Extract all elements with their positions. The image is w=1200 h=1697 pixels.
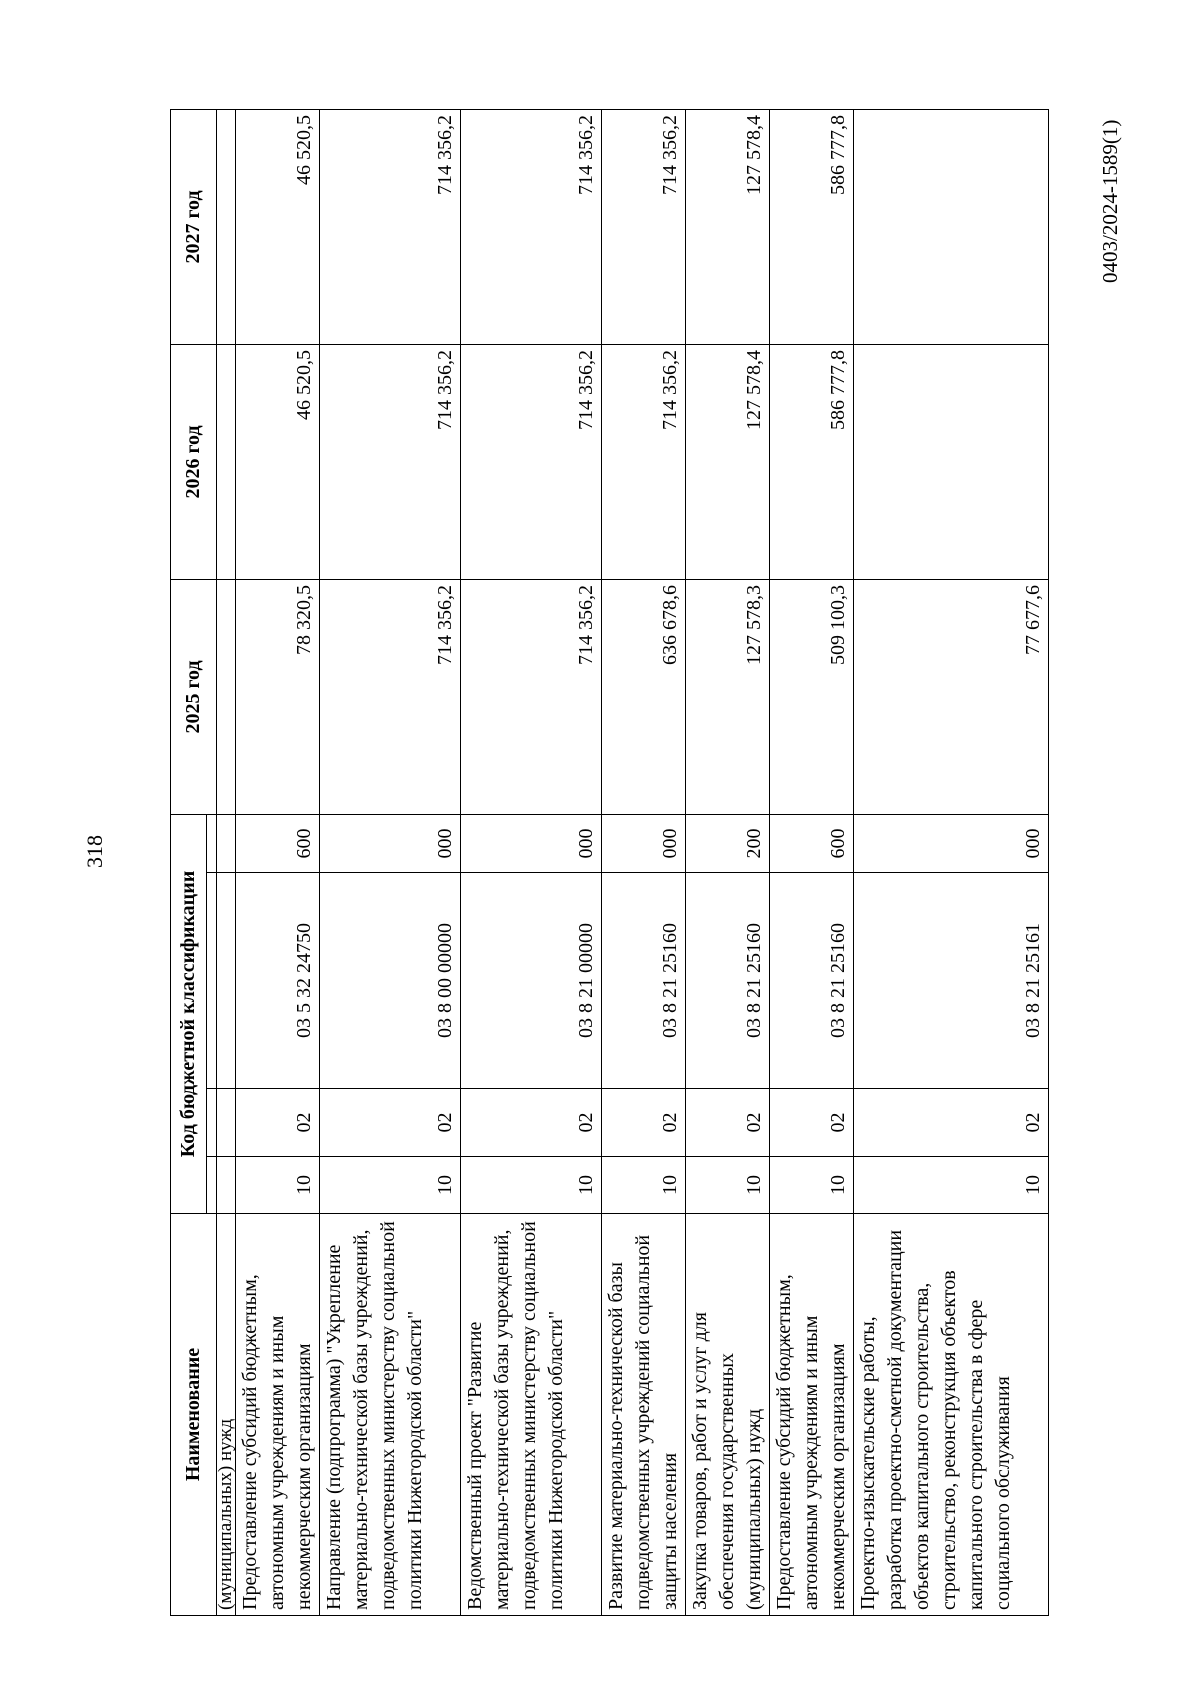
row-section: 10 bbox=[461, 1157, 602, 1214]
table-row bbox=[320, 109, 461, 1615]
header-2026: 2026 год bbox=[171, 344, 217, 579]
row-value-2027 bbox=[854, 109, 1049, 344]
header-code: Код бюджетной классификации bbox=[171, 814, 207, 1213]
row-name: Проектно-изыскательские работы, разработка проектно-сметной документации объектов капитального строительства, строительство, реконструкция объектов капитального строительства в сфере социального обслуживания bbox=[854, 1214, 1049, 1616]
header-code-sub-4 bbox=[207, 814, 217, 872]
row-value-2025: 714 356,2 bbox=[320, 579, 461, 814]
row-value-2025: 714 356,2 bbox=[461, 579, 602, 814]
document-code: 0403/2024-1589(1) bbox=[1098, 120, 1122, 284]
cell-empty bbox=[217, 344, 236, 579]
row-target-article: 03 8 00 00000 bbox=[320, 873, 461, 1089]
row-expense-type: 200 bbox=[686, 814, 770, 872]
page-number: 318 bbox=[82, 835, 107, 868]
header-code-sub-3 bbox=[207, 873, 217, 1089]
row-value-2027: 586 777,8 bbox=[770, 109, 854, 344]
row-value-2025: 636 678,6 bbox=[602, 579, 686, 814]
cell-empty bbox=[217, 814, 236, 872]
row-section: 10 bbox=[854, 1157, 1049, 1214]
header-code-sub-2 bbox=[207, 1089, 217, 1157]
row-subsection: 02 bbox=[770, 1089, 854, 1157]
table-row-continuation bbox=[217, 109, 236, 1615]
row-subsection: 02 bbox=[686, 1089, 770, 1157]
row-value-2027: 714 356,2 bbox=[461, 109, 602, 344]
row-value-2027: 714 356,2 bbox=[320, 109, 461, 344]
row-value-2026: 127 578,4 bbox=[686, 344, 770, 579]
row-section: 10 bbox=[770, 1157, 854, 1214]
row-value-2027: 714 356,2 bbox=[602, 109, 686, 344]
row-value-2026: 46 520,5 bbox=[236, 344, 320, 579]
cell-empty bbox=[217, 579, 236, 814]
row-target-article: 03 8 21 00000 bbox=[461, 873, 602, 1089]
row-section: 10 bbox=[320, 1157, 461, 1214]
row-name: Ведомственный проект "Развитие материально-технической базы учреждений, подведомственных министерству социальной политики Нижегородской области" bbox=[461, 1214, 602, 1616]
header-name: Наименование bbox=[171, 1214, 217, 1616]
row-target-article: 03 8 21 25160 bbox=[602, 873, 686, 1089]
budget-table bbox=[170, 109, 1049, 1616]
cell-empty bbox=[217, 1089, 236, 1157]
row-subsection: 02 bbox=[602, 1089, 686, 1157]
row-expense-type: 600 bbox=[770, 814, 854, 872]
row-name: Предоставление субсидий бюджетным, автономным учреждениям и иным некоммерческим организациям bbox=[236, 1214, 320, 1616]
row-target-article: 03 8 21 25161 bbox=[854, 873, 1049, 1089]
row-target-article: 03 5 32 24750 bbox=[236, 873, 320, 1089]
row-subsection: 02 bbox=[236, 1089, 320, 1157]
row-value-2025: 78 320,5 bbox=[236, 579, 320, 814]
row-section: 10 bbox=[602, 1157, 686, 1214]
row-expense-type: 000 bbox=[461, 814, 602, 872]
table-row bbox=[686, 109, 770, 1615]
row-value-2027: 46 520,5 bbox=[236, 109, 320, 344]
row-value-2026: 586 777,8 bbox=[770, 344, 854, 579]
budget-table-container bbox=[170, 110, 1049, 1616]
row-value-2027: 127 578,4 bbox=[686, 109, 770, 344]
row-name: Закупка товаров, работ и услуг для обеспечения государственных (муниципальных) нужд bbox=[686, 1214, 770, 1616]
row-value-2025: 127 578,3 bbox=[686, 579, 770, 814]
row-name: Направление (подпрограмма) "Укрепление материально-технической базы учреждений, подведомственных министерству социальной политики Нижегородской области" bbox=[320, 1214, 461, 1616]
row-value-2026: 714 356,2 bbox=[461, 344, 602, 579]
row-subsection: 02 bbox=[461, 1089, 602, 1157]
row-value-2026: 714 356,2 bbox=[320, 344, 461, 579]
row-expense-type: 000 bbox=[320, 814, 461, 872]
header-2025: 2025 год bbox=[171, 579, 217, 814]
row-target-article: 03 8 21 25160 bbox=[770, 873, 854, 1089]
table-row bbox=[236, 109, 320, 1615]
continuation-text: (муниципальных) нужд bbox=[217, 1214, 236, 1616]
row-target-article: 03 8 21 25160 bbox=[686, 873, 770, 1089]
row-value-2026 bbox=[854, 344, 1049, 579]
row-name: Развитие материально-технической базы подведомственных учреждений социальной защиты населения bbox=[602, 1214, 686, 1616]
header-code-sub-1 bbox=[207, 1157, 217, 1214]
header-2027: 2027 год bbox=[171, 109, 217, 344]
row-section: 10 bbox=[686, 1157, 770, 1214]
cell-empty bbox=[217, 1157, 236, 1214]
table-header-row bbox=[171, 109, 207, 1615]
cell-empty bbox=[217, 873, 236, 1089]
table-row bbox=[602, 109, 686, 1615]
row-value-2025: 509 100,3 bbox=[770, 579, 854, 814]
row-expense-type: 000 bbox=[854, 814, 1049, 872]
cell-empty bbox=[217, 109, 236, 344]
table-row bbox=[854, 109, 1049, 1615]
row-value-2025: 77 677,6 bbox=[854, 579, 1049, 814]
row-subsection: 02 bbox=[854, 1089, 1049, 1157]
row-expense-type: 600 bbox=[236, 814, 320, 872]
row-expense-type: 000 bbox=[602, 814, 686, 872]
row-section: 10 bbox=[236, 1157, 320, 1214]
table-row bbox=[770, 109, 854, 1615]
table-row bbox=[461, 109, 602, 1615]
row-name: Предоставление субсидий бюджетным, автономным учреждениям и иным некоммерческим организациям bbox=[770, 1214, 854, 1616]
row-value-2026: 714 356,2 bbox=[602, 344, 686, 579]
row-subsection: 02 bbox=[320, 1089, 461, 1157]
